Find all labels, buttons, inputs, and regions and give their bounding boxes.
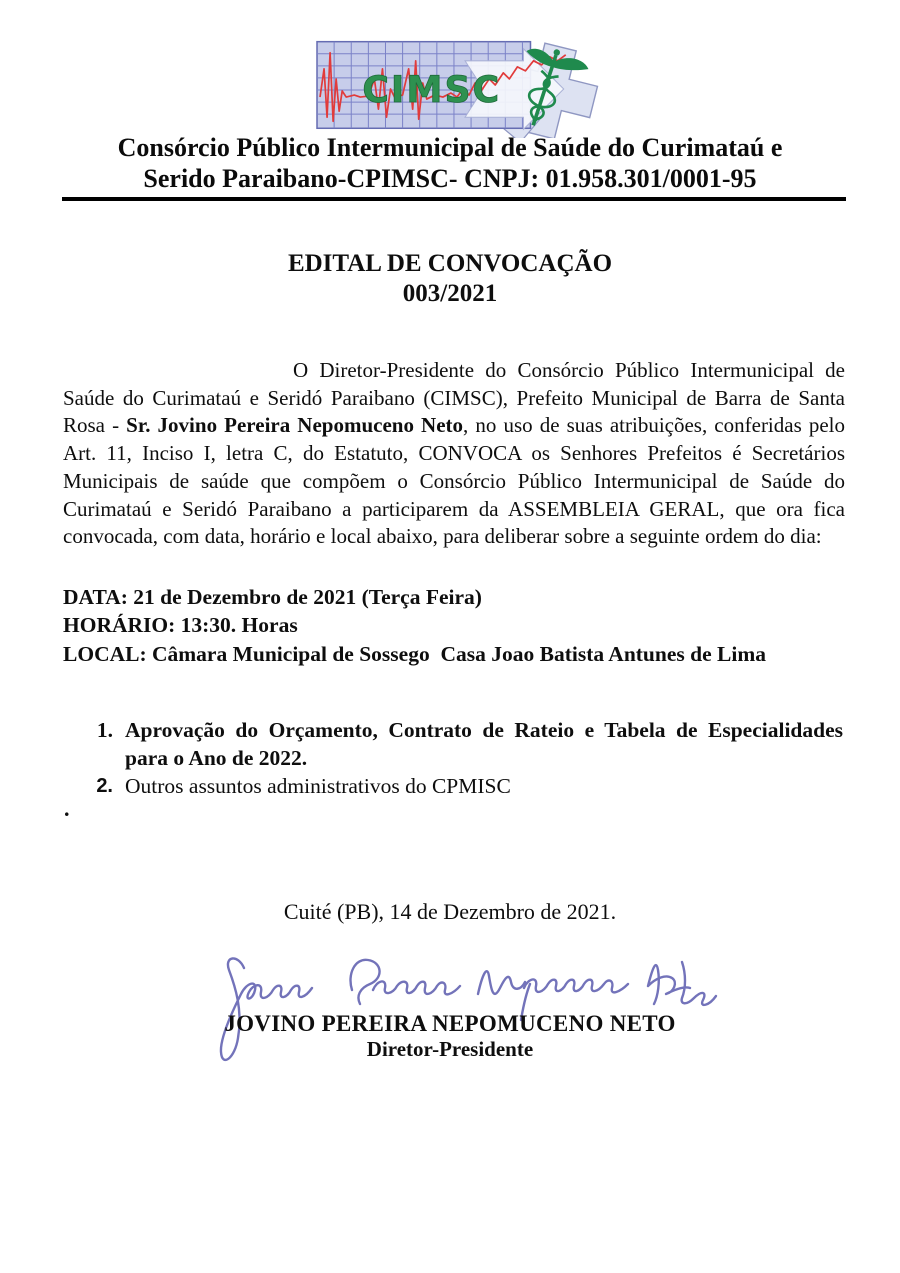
agenda-item-2-text: Outros assuntos administrativos do CPMISC	[125, 774, 511, 798]
document-title	[0, 249, 900, 309]
body-text-end: , no uso de suas atribuições, conferidas pelo Art. 11, Inciso I, letra C, do Estatuto, CONVOCA os Senhores Prefeitos é Secretários Municipais de saúde que compõem o Consórcio Público Intermunicipal de Saúde do Curimataú e Seridó Paraibano a participarem da ASSEMBLEIA GERAL, que ora fica convocada, com data, horário e local abaixo, para deliberar sobre a seguinte ordem do dia:	[63, 413, 845, 549]
body-text-start: O Diretor-Presidente do Consórcio Público Intermunicipal de Saúde do Curimataú e Seridó Paraibano (CIMSC), Prefeito Municipal de Barra de Santa Rosa -	[63, 358, 845, 438]
agenda-item-2-number: 2.	[96, 775, 113, 797]
agenda-item-2	[63, 772, 845, 800]
org-header-line2: Serido Paraibano-CPIMSC- CNPJ: 01.958.301/0001-95	[143, 164, 757, 193]
schedule-location-line: LOCAL: Câmara Municipal de Sossego Casa Joao Batista Antunes de Lima	[63, 641, 766, 666]
org-header-line1: Consórcio Público Intermunicipal de Saúde do Curimataú e	[117, 133, 783, 162]
agenda-list	[63, 716, 845, 800]
agenda-item-1	[63, 716, 845, 772]
org-header	[0, 132, 900, 194]
header-rule	[62, 197, 846, 201]
agenda-item-1-number: 1.	[96, 718, 113, 742]
document-number: 003/2021	[402, 280, 498, 307]
cimsc-logo-graphic	[316, 38, 604, 138]
body-paragraph	[63, 357, 845, 551]
president-name-inline: Sr. Jovino Pereira Nepomuceno Neto	[126, 413, 464, 438]
agenda-item-1-text: Aprovação do Orçamento, Contrato de Rateio e Tabela de Especialidades para o Ano de 2022.	[125, 718, 843, 770]
place-date-line: Cuité (PB), 14 de Dezembro de 2021.	[283, 899, 617, 924]
signatory-role: Diretor-Presidente	[366, 1037, 534, 1061]
logo-acronym-text: CIMSC	[362, 68, 502, 112]
schedule-block	[63, 583, 863, 668]
schedule-date-line: DATA: 21 de Dezembro de 2021 (Terça Feira)	[63, 585, 482, 609]
trailing-period: .	[64, 796, 70, 821]
document-title-line1: EDITAL DE CONVOCAÇÃO	[287, 250, 613, 277]
signatory-name: JOVINO PEREIRA NEPOMUCENO NETO	[224, 1011, 676, 1036]
cimsc-logo	[316, 38, 604, 138]
schedule-time-line: HORÁRIO: 13:30. Horas	[63, 613, 298, 638]
